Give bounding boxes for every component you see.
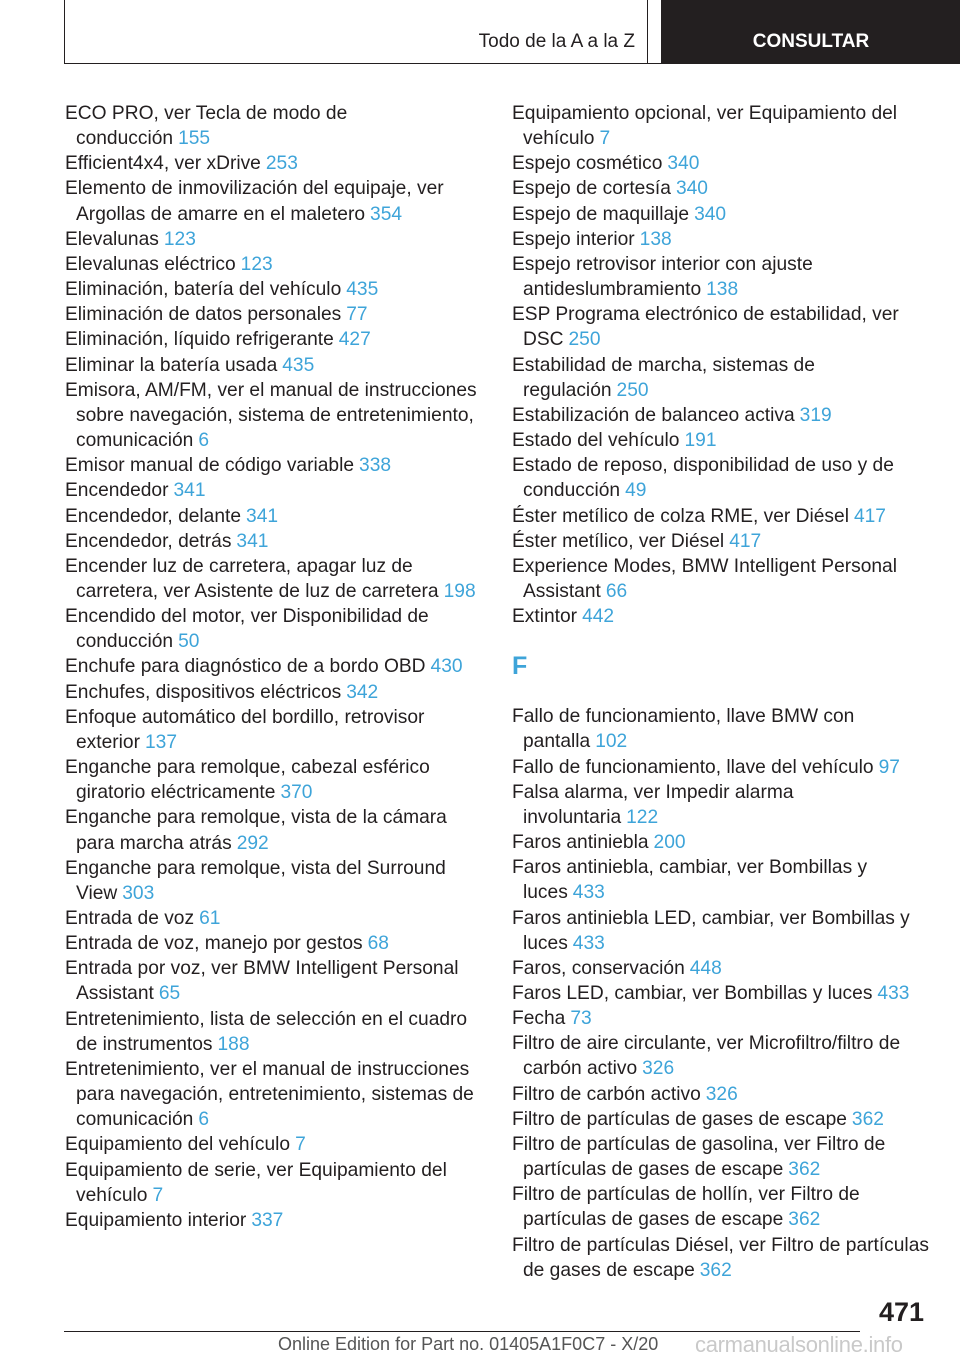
index-entry <box>512 101 932 151</box>
page-link[interactable]: 138 <box>639 228 672 250</box>
entry-text: Enganche para remolque, vista del Surround View <box>65 857 446 904</box>
index-entry <box>512 1107 932 1132</box>
entry-text: Filtro de partículas de hollín, ver Filtro de partículas de gases de escape <box>512 1184 860 1231</box>
entry-text: Entrada de voz, manejo por gestos <box>65 933 363 955</box>
index-entry <box>65 680 485 705</box>
page-link[interactable]: 342 <box>346 681 379 703</box>
index-entry <box>512 1031 932 1081</box>
entry-text: Eliminación, batería del vehículo <box>65 279 342 301</box>
page-link[interactable]: 362 <box>788 1159 821 1181</box>
index-entry <box>512 353 932 403</box>
page-link[interactable]: 102 <box>595 731 628 753</box>
entry-text: Eliminar la batería usada <box>65 354 278 376</box>
index-entry <box>65 176 485 226</box>
index-entry <box>512 1233 932 1283</box>
entry-text: Éster metílico, ver Diésel <box>512 530 725 552</box>
entry-text: Entretenimiento, lista de selección en el cuadro de instrumentos <box>65 1008 468 1055</box>
index-entry <box>65 906 485 931</box>
entry-text: Fecha <box>512 1008 566 1030</box>
entry-text: Estabilización de balanceo activa <box>512 404 795 426</box>
page-link[interactable]: 250 <box>616 379 649 401</box>
entry-text: Filtro de partículas de gases de escape <box>512 1108 847 1130</box>
entry-text: Faros, conservación <box>512 957 685 979</box>
entry-text: Elemento de inmovilización del equipaje, ver Argollas de amarre en el maletero <box>65 178 444 225</box>
page-link[interactable]: 191 <box>684 430 717 452</box>
entry-text: ECO PRO, ver Tecla de modo de conducción <box>65 103 348 150</box>
index-entry <box>65 302 485 327</box>
page-link[interactable]: 49 <box>625 480 647 502</box>
entry-text: Espejo interior <box>512 228 635 250</box>
page-link[interactable]: 7 <box>295 1134 306 1156</box>
page-link[interactable]: 200 <box>653 832 686 854</box>
index-entry <box>65 453 485 478</box>
tab-consultar[interactable]: CONSULTAR <box>661 0 960 64</box>
entry-text: ESP Programa electrónico de estabilidad, ver DSC <box>512 304 899 351</box>
page-link[interactable]: 326 <box>705 1083 738 1105</box>
entry-text: Efficient4x4, ver xDrive <box>65 153 261 175</box>
index-entry <box>65 227 485 252</box>
index-entry <box>65 931 485 956</box>
page-number: 471 <box>878 1297 924 1327</box>
page-link[interactable]: 6 <box>198 1109 209 1131</box>
entry-text: Equipamiento opcional, ver Equipamiento del vehículo <box>512 103 898 150</box>
index-entry <box>512 830 932 855</box>
index-entry <box>512 302 932 352</box>
entry-text: Filtro de partículas de gasolina, ver Filtro de partículas de gases de escape <box>512 1133 886 1181</box>
index-entry <box>65 805 485 855</box>
entry-text: Enganche para remolque, vista de la cámara para marcha atrás <box>65 807 447 854</box>
entry-text: Elevalunas <box>65 228 159 250</box>
index-entry <box>512 403 932 428</box>
index-entry <box>65 529 485 554</box>
page-link[interactable]: 7 <box>599 128 611 150</box>
page-link[interactable]: 65 <box>158 983 181 1005</box>
entry-text: Espejo retrovisor interior con ajuste antideslumbramiento <box>512 253 813 301</box>
entry-text: Encendedor, delante <box>65 505 242 527</box>
entry-text: Emisor manual de código variable <box>65 455 355 477</box>
page-link[interactable]: 435 <box>346 279 379 301</box>
page-link[interactable]: 362 <box>788 1209 821 1231</box>
page-link[interactable]: 292 <box>236 832 269 854</box>
page-link[interactable]: 370 <box>280 782 313 804</box>
page-link[interactable]: 326 <box>642 1058 675 1080</box>
entry-text: Enchufes, dispositivos eléctricos <box>65 681 342 703</box>
entry-text: Éster metílico de colza RME, ver Diésel <box>512 505 849 527</box>
index-entry <box>65 654 485 679</box>
index-entry <box>65 1007 485 1057</box>
entry-text: Faros LED, cambiar, ver Bombillas y luces <box>512 983 873 1004</box>
index-group-e <box>512 101 932 629</box>
index-entry <box>512 227 932 252</box>
index-entry <box>512 1006 932 1031</box>
index-entry <box>512 604 932 629</box>
watermark: carmanualsonline.info <box>695 1332 903 1357</box>
index-entry <box>65 277 485 302</box>
entry-text: Falsa alarma, ver Impedir alarma involuntaria <box>512 781 794 828</box>
index-entry <box>512 981 932 1006</box>
page-link[interactable]: 362 <box>699 1259 732 1281</box>
index-entry <box>65 151 485 176</box>
entry-text: Filtro de carbón activo <box>512 1083 701 1105</box>
entry-text: Enfoque automático del bordillo, retrovisor exterior <box>65 706 425 753</box>
index-entry <box>512 956 932 981</box>
index-entry <box>65 101 485 151</box>
entry-text: Experience Modes, BMW Intelligent Personal Assistant <box>512 555 897 602</box>
entry-text: Entrada de voz <box>65 908 195 929</box>
page-link[interactable]: 123 <box>163 228 196 250</box>
page-link[interactable]: 137 <box>144 731 177 753</box>
page-link[interactable]: 430 <box>430 656 463 678</box>
index-entry <box>512 906 932 956</box>
entry-text: Equipamiento interior <box>65 1209 247 1231</box>
entry-text: Enchufe para diagnóstico de a bordo OBD <box>65 656 426 678</box>
page-link[interactable]: 6 <box>198 430 209 452</box>
entry-text: Eliminación de datos personales <box>65 304 342 326</box>
page-link[interactable]: 341 <box>246 505 279 527</box>
index-entry <box>512 855 932 905</box>
entry-text: Estado de reposo, disponibilidad de uso y de conducción <box>512 455 894 502</box>
index-entry <box>65 327 485 352</box>
page-link[interactable]: 340 <box>694 203 727 225</box>
index-column-right <box>512 101 932 1283</box>
entry-text: Elevalunas eléctrico <box>65 253 236 275</box>
page-link[interactable]: 253 <box>265 153 298 175</box>
entry-text: Faros antiniebla, cambiar, ver Bombillas y luces <box>512 857 868 904</box>
entry-text: Emisora, AM/FM, ver el manual de instrucciones sobre navegación, sistema de entretenimiento, comunicación <box>65 379 477 452</box>
index-entry <box>65 1208 485 1233</box>
index-entry <box>65 856 485 906</box>
entry-text: Estado del vehículo <box>512 430 680 452</box>
index-entry <box>65 755 485 805</box>
index-group-f <box>512 704 932 1283</box>
index-entry <box>512 453 932 503</box>
page-link[interactable]: 340 <box>667 153 700 175</box>
index-entry <box>65 378 485 453</box>
page-link[interactable]: 442 <box>582 606 615 628</box>
index-entry <box>65 478 485 503</box>
index-entry <box>512 554 932 604</box>
index-entry <box>65 604 485 654</box>
index-entry <box>512 151 932 176</box>
entry-text: Encender luz de carretera, apagar luz de carretera, ver Asistente de luz de carretera <box>65 555 439 602</box>
page-link[interactable]: 341 <box>236 530 269 552</box>
page-link[interactable]: 448 <box>689 957 722 979</box>
page-link[interactable]: 417 <box>853 505 886 527</box>
entry-text: Filtro de partículas Diésel, ver Filtro de partículas de gases de escape <box>512 1234 929 1281</box>
footer-edition: Online Edition for Part no. 01405A1F0C7 - X/20 <box>278 1334 659 1354</box>
entry-text: Faros antiniebla LED, cambiar, ver Bombillas y luces <box>512 907 910 954</box>
entry-text: Filtro de aire circulante, ver Microfiltro/filtro de carbón activo <box>512 1033 901 1080</box>
index-entry <box>512 529 932 554</box>
index-entry <box>65 252 485 277</box>
index-column-left <box>65 101 485 1233</box>
index-entry <box>512 1132 932 1182</box>
entry-text: Fallo de funcionamiento, llave del vehículo <box>512 756 874 778</box>
page-link[interactable]: 50 <box>178 631 200 653</box>
page-link[interactable]: 340 <box>675 178 708 200</box>
index-entry <box>512 755 932 780</box>
entry-text: Encendido del motor, ver Disponibilidad de conducción <box>65 606 429 653</box>
page-link[interactable]: 188 <box>217 1033 250 1055</box>
page-link[interactable]: 362 <box>851 1108 884 1130</box>
page-link[interactable]: 77 <box>346 304 368 326</box>
entry-text: Enganche para remolque, cabezal esférico giratorio eléctricamente <box>65 757 430 804</box>
index-entry <box>65 353 485 378</box>
page-link[interactable]: 7 <box>152 1184 164 1206</box>
entry-text: Espejo de cortesía <box>512 178 671 200</box>
page-header <box>64 0 960 64</box>
page-link[interactable]: 155 <box>178 128 211 150</box>
entry-text: Eliminación, líquido refrigerante <box>65 329 334 351</box>
page-link[interactable]: 123 <box>240 253 273 275</box>
entry-text: Espejo de maquillaje <box>512 203 690 225</box>
entry-text: Estabilidad de marcha, sistemas de regulación <box>512 354 815 401</box>
page-link[interactable]: 433 <box>877 983 910 1004</box>
entry-text: Espejo cosmético <box>512 153 663 175</box>
entry-text: Encendedor, detrás <box>65 530 232 552</box>
page-link[interactable]: 427 <box>338 329 371 351</box>
entry-text: Equipamiento de serie, ver Equipamiento del vehículo <box>65 1159 447 1206</box>
page-link[interactable]: 198 <box>443 580 476 602</box>
entry-text: Equipamiento del vehículo <box>65 1134 291 1156</box>
entry-text: Encendedor <box>65 480 169 502</box>
index-entry <box>512 428 932 453</box>
entry-text: Extintor <box>512 606 578 628</box>
index-entry <box>65 504 485 529</box>
index-entry <box>512 704 932 754</box>
page-link[interactable]: 435 <box>282 354 315 376</box>
page-link[interactable]: 73 <box>570 1008 592 1030</box>
index-entry <box>512 176 932 201</box>
index-entry <box>512 202 932 227</box>
index-entry <box>65 1132 485 1157</box>
page-link[interactable]: 97 <box>878 756 900 778</box>
index-entry <box>512 252 932 302</box>
page-link[interactable]: 354 <box>370 203 403 225</box>
index-entry <box>512 780 932 830</box>
page-link[interactable]: 303 <box>122 882 155 904</box>
page-link[interactable]: 138 <box>706 279 739 301</box>
page-link[interactable]: 319 <box>799 404 832 426</box>
index-entry <box>512 504 932 529</box>
section-title: Todo de la A a la Z <box>65 0 648 63</box>
page-link[interactable]: 433 <box>572 932 605 954</box>
page-link[interactable]: 122 <box>626 806 659 828</box>
page-link[interactable]: 66 <box>605 580 628 602</box>
index-entry <box>65 956 485 1006</box>
index-entry <box>512 1082 932 1107</box>
page-link[interactable]: 68 <box>367 933 389 955</box>
page-link[interactable]: 417 <box>729 530 762 552</box>
page-link[interactable]: 341 <box>173 480 206 502</box>
page-link[interactable]: 337 <box>251 1209 284 1231</box>
entry-text: Entrada por voz, ver BMW Intelligent Personal Assistant <box>65 958 459 1005</box>
index-entry <box>65 554 485 604</box>
index-entry <box>512 1182 932 1232</box>
entry-text: Fallo de funcionamiento, llave BMW con pantalla <box>512 706 855 753</box>
page-link[interactable]: 433 <box>572 882 605 904</box>
page-link[interactable]: 250 <box>568 329 601 351</box>
index-entry <box>65 705 485 755</box>
index-entry <box>65 1158 485 1208</box>
index-entry <box>65 1057 485 1132</box>
entry-text: Entretenimiento, ver el manual de instrucciones para navegación, entretenimiento, sistemas de comunicación <box>65 1058 474 1131</box>
page-link[interactable]: 61 <box>199 908 221 929</box>
letter-heading: F <box>512 652 528 681</box>
entry-text: Faros antiniebla <box>512 832 649 854</box>
page-link[interactable]: 338 <box>359 455 392 477</box>
